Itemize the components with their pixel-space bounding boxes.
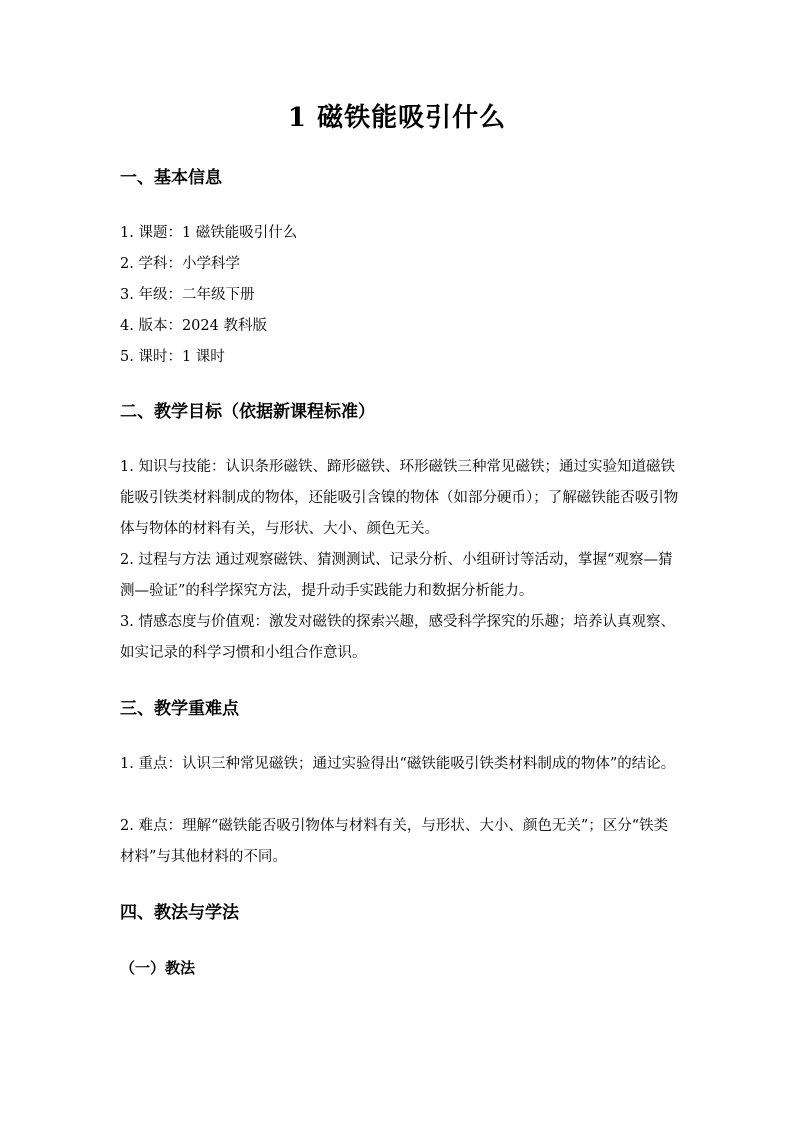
objective-paragraph: 3. 情感态度与价值观：激发对磁铁的探索兴趣，感受科学探究的乐趣；培养认真观察、如实记录的科学习惯和小组合作意识。 [120, 614, 675, 661]
key-point-paragraph: 2. 难点：理解“磁铁能否吸引物体与材料有关，与形状、大小、颜色无关”；区分“铁类材料”与其他材料的不同。 [120, 818, 669, 865]
key-point-paragraph: 1. 重点：认识三种常见磁铁；通过实验得出“磁铁能吸引铁类材料制成的物体”的结论。 [120, 756, 676, 772]
section-heading-objectives: 二、教学目标（依据新课程标准） [120, 402, 375, 422]
section-heading-key-points: 三、教学重难点 [120, 699, 239, 719]
objective-paragraph: 2. 过程与方法 通过观察磁铁、猜测测试、记录分析、小组研讨等活动，掌握“观察—猜测—验证”的科学探究方法，提升动手实践能力和数据分析能力。 [120, 552, 673, 599]
list-item: 1. 课题：1 磁铁能吸引什么 [120, 225, 298, 241]
section-heading-methods: 四、教法与学法 [120, 903, 239, 923]
list-item: 4. 版本：2024 教科版 [120, 318, 267, 334]
document-title: 1 磁铁能吸引什么 [287, 103, 507, 133]
list-item: 5. 课时：1 课时 [120, 349, 225, 365]
section-heading-basic-info: 一、基本信息 [120, 168, 222, 188]
subsection-heading-teaching-methods: （一）教法 [120, 959, 196, 977]
objective-paragraph: 1. 知识与技能：认识条形磁铁、蹄形磁铁、环形磁铁三种常见磁铁；通过实验知道磁铁能吸引铁类材料制成的物体，还能吸引含镍的物体（如部分硬币）；了解磁铁能否吸引物体与物体的材料有关，与形状、大小、颜色无关。 [120, 459, 679, 537]
list-item: 2. 学科：小学科学 [120, 256, 240, 272]
list-item: 3. 年级：二年级下册 [120, 287, 255, 303]
